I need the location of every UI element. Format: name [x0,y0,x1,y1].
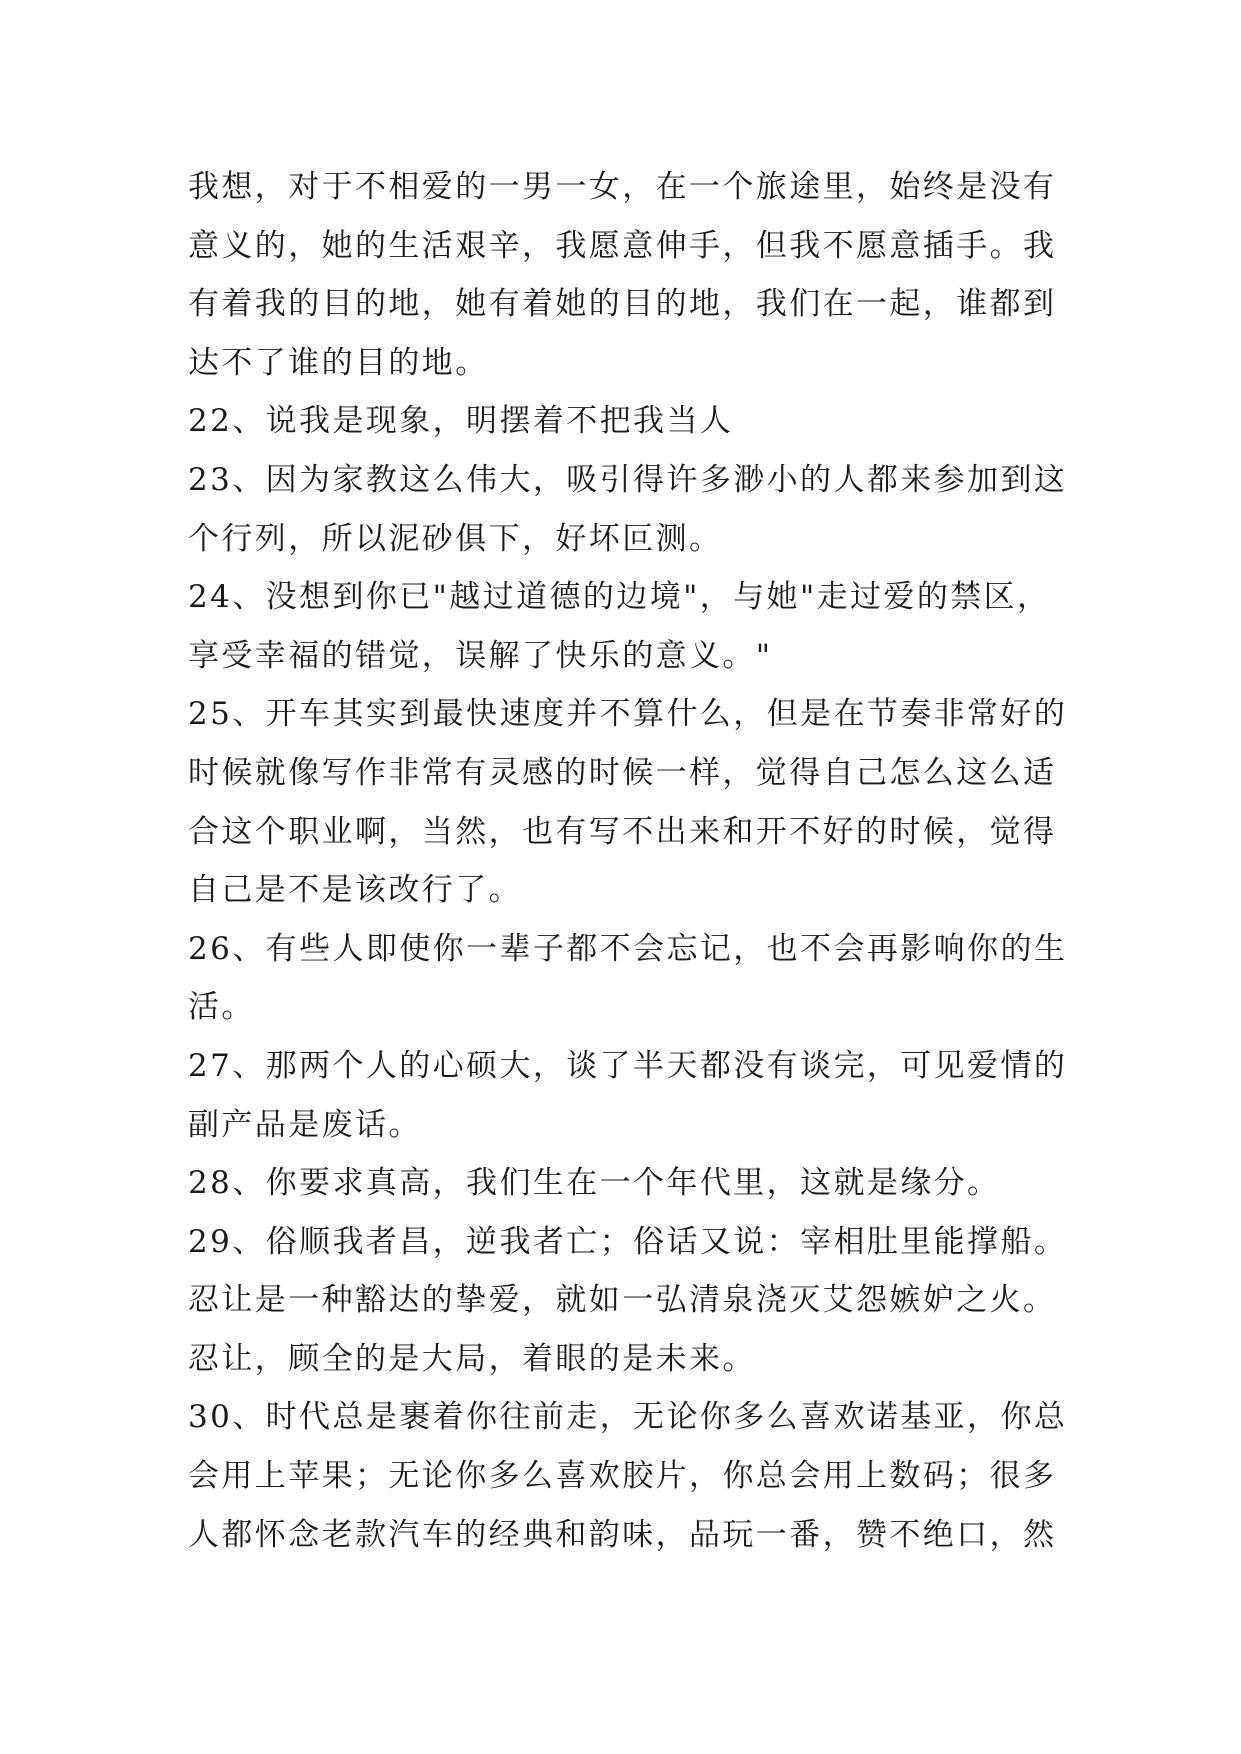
paragraph-24: 24、没想到你已"越过道德的边境"，与她"走过爱的禁区，享受幸福的错觉，误解了快乐的意义。" [188,579,1051,674]
paragraph-23: 23、因为家教这么伟大，吸引得许多渺小的人都来参加到这个行列，所以泥砂俱下，好坏叵测。 [188,461,1068,557]
paragraph-28: 28、你要求真高，我们生在一个年代里，这就是缘分。 [188,1165,1001,1202]
paragraph-30: 30、时代总是裹着你往前走，无论你多么喜欢诺基亚，你总会用上苹果；无论你多么喜欢胶片，你总会用上数码；很多人都怀念老款汽车的经典和韵味，品玩一番，赞不绝口，然 [188,1399,1068,1553]
paragraph-continuation: 我想，对于不相爱的一男一女，在一个旅途里，始终是没有意义的，她的生活艰辛，我愿意伸手，但我不愿意插手。我有着我的目的地，她有着她的目的地，我们在一起，谁都到达不了谁的目的地。 [188,169,1057,381]
paragraph-25: 25、开车其实到最快速度并不算什么，但是在节奏非常好的时候就像写作非常有灵感的时候一样，觉得自己怎么这么适合这个职业啊，当然，也有写不出来和开不好的时候，觉得自己是不是该改行了。 [188,696,1068,909]
paragraph-27: 27、那两个人的心硕大，谈了半天都没有谈完，可见爱情的副产品是废话。 [188,1047,1068,1143]
paragraph-29: 29、俗顺我者昌，逆我者亡；俗话又说：宰相肚里能撑船。忍让是一种豁达的挚爱，就如一弘清泉浇灭艾怨嫉妒之火。忍让，顾全的是大局，着眼的是未来。 [188,1223,1068,1377]
document-body [188,158,1068,1564]
paragraph-22: 22、说我是现象，明摆着不把我当人 [188,403,734,440]
paragraph-26: 26、有些人即使你一辈子都不会忘记，也不会再影响你的生活。 [188,930,1068,1026]
